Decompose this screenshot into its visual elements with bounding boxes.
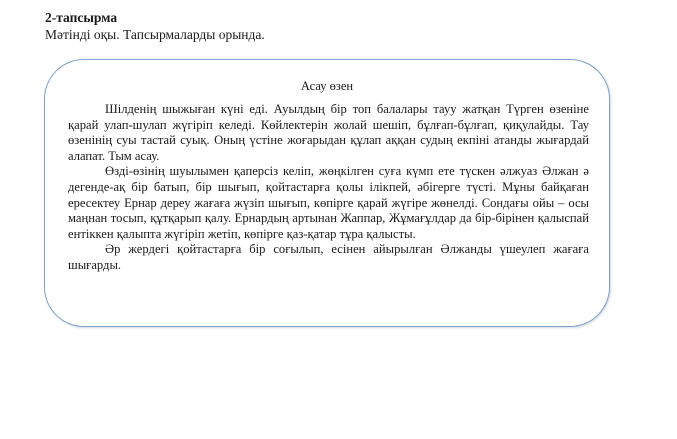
paragraph: Шілденің шыжыған күні еді. Ауылдың бір топ балалары тауу жатқан Түрген өзеніне қарай улап-шулап жүгіріп келеді. Көйлектерін жолай шешіп, бұлғап-бұлғап, қиқулайды. Тау өзенінің суы тастай суық. Оның үстіне жоғарыдан құлап аққан судың екпіні атанды жығардай алапат. Тым асау. — [68, 102, 589, 163]
text-box — [44, 59, 610, 327]
text-body — [68, 102, 589, 274]
paragraph: Әр жердегі қойтастарға бір соғылып, есінен айырылған Әлжанды үшеулеп жағаға шығарды. — [68, 242, 589, 272]
task-title: 2-тапсырма — [45, 10, 118, 25]
text-title: Асау өзен — [300, 79, 354, 93]
paragraph: Өзді-өзінің шуылымен қаперсіз келіп, жөңкілген суға күмп ете түскен әлжуаз Әлжан ә дегенде-ақ бір батып, бір шығып, қойтастарға қолы ілікпей, әбігерге түсті. Мұны байқаған ересектеу Ернар дереу жағаға жүзіп шығып, көпірге қарай жүгіре жөнелді. Сондағы ойы – осы маңнан тосып, құтқарып қалу. Ернардың артынан Жаппар, Жұмағұлдар да бір-бірінен қалыспай ентіккен қалыпта жүгіріп жетіп, көпірге қаз-қатар тұра қалысты. — [68, 164, 589, 241]
task-instruction: Мәтінді оқы. Тапсырмаларды орында. — [45, 27, 265, 42]
task-header — [45, 9, 265, 43]
